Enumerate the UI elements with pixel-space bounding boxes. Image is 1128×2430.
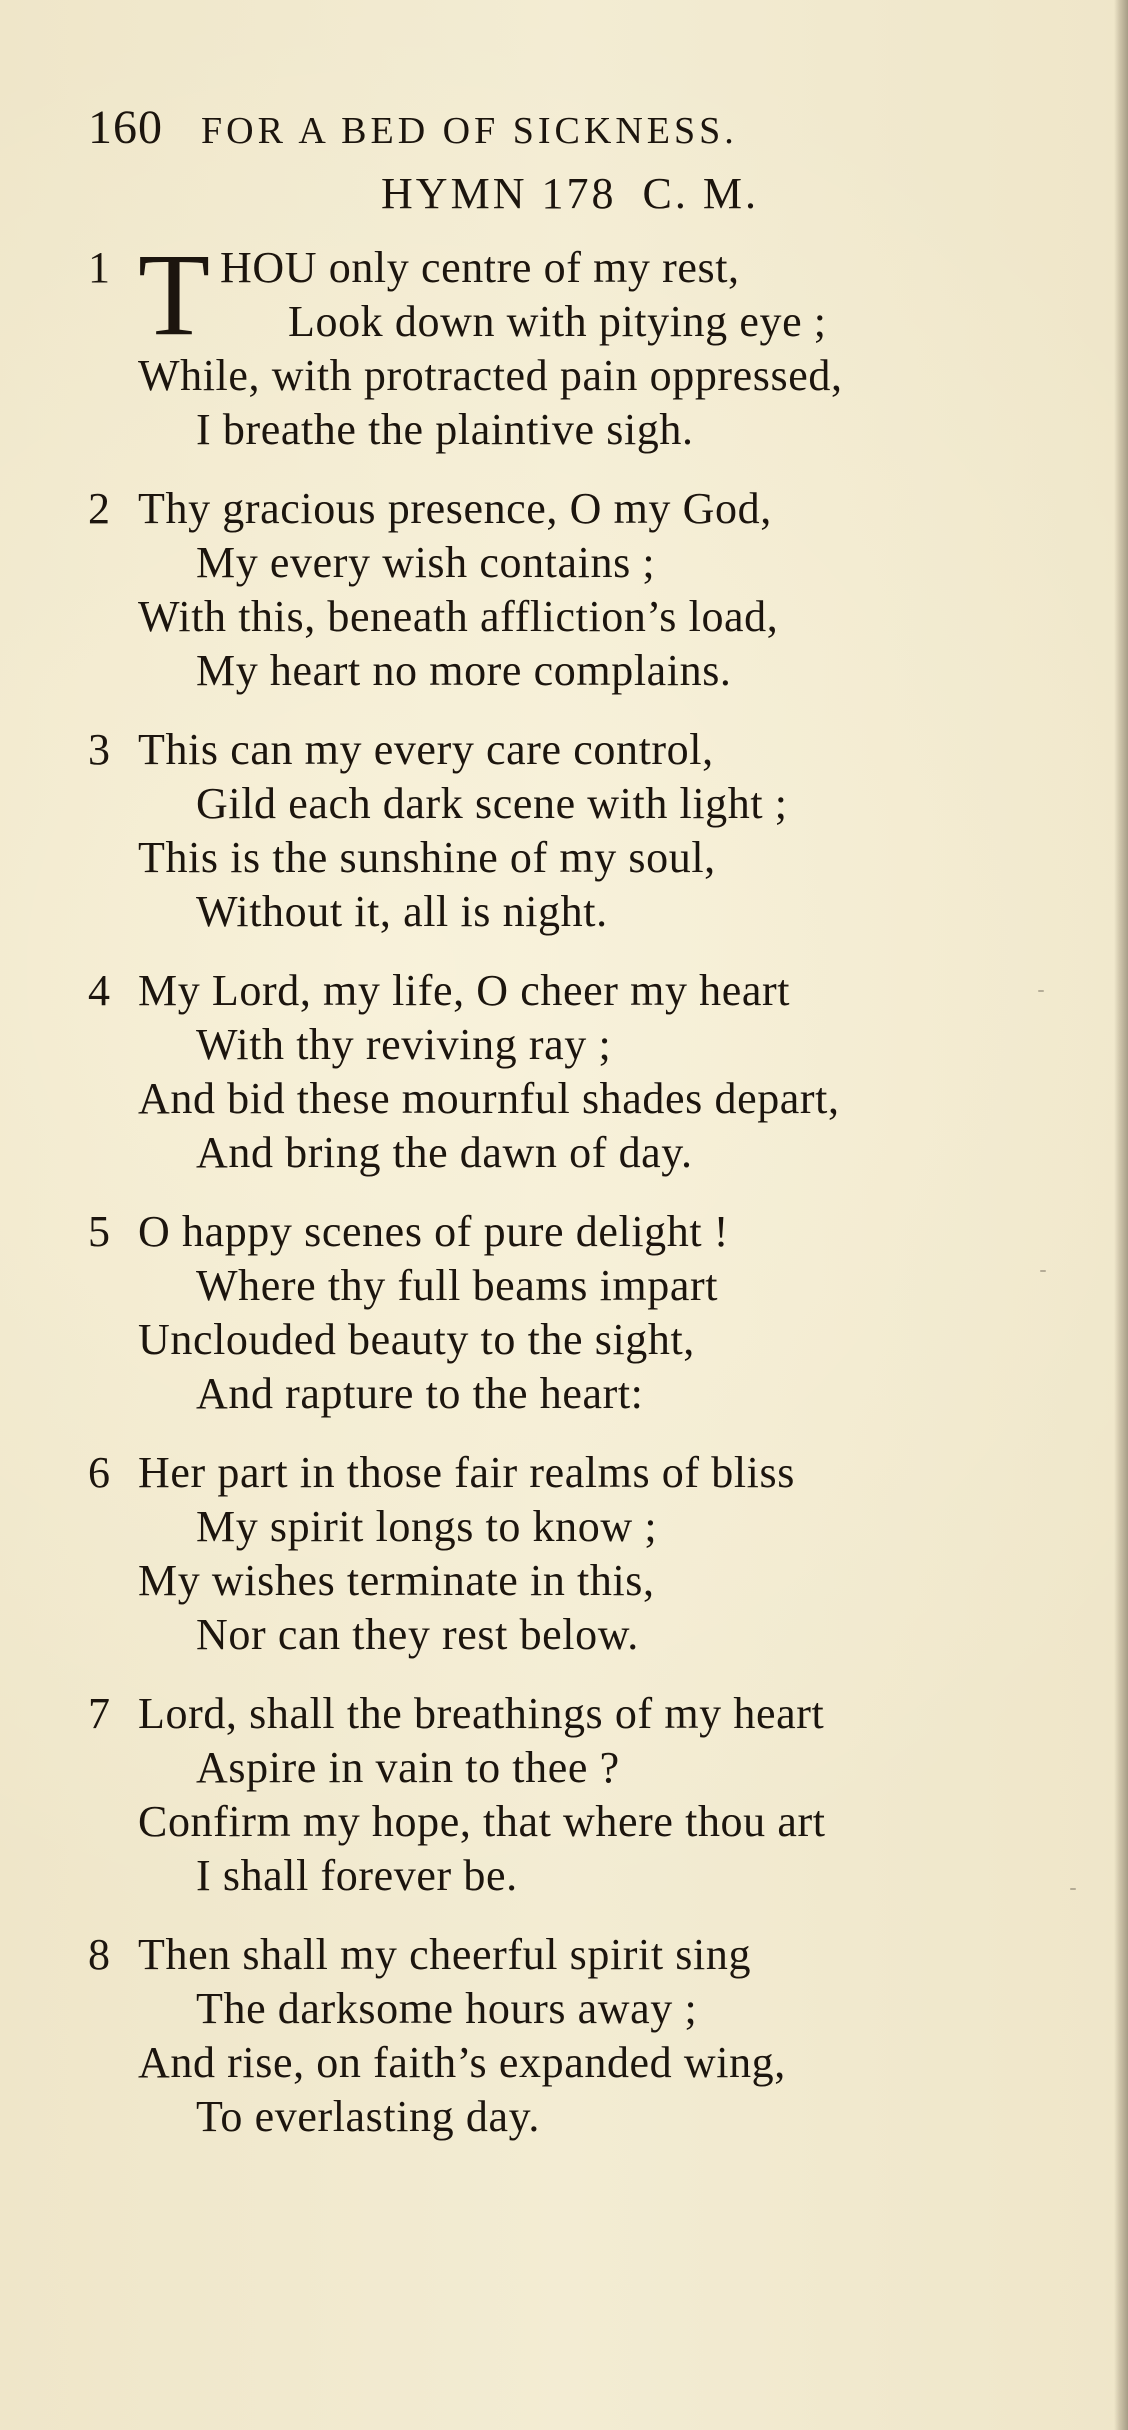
hymn-line: Without it, all is night. [196, 887, 608, 936]
stanza-7 [0, 1686, 1128, 1927]
hymn-line: This can my every care control, [138, 725, 714, 774]
hymn-line: I breathe the plaintive sigh. [196, 405, 694, 454]
stanza-6 [0, 1445, 1128, 1686]
hymn-line: My spirit longs to know ; [196, 1502, 658, 1551]
stanza-number: 1 [88, 243, 110, 292]
stanza-number: 5 [88, 1207, 110, 1256]
hymn-body [0, 229, 1128, 2168]
hymn-line: And bid these mournful shades depart, [138, 1074, 840, 1123]
hymn-line: Thy gracious presence, O my God, [138, 484, 772, 533]
hymn-line: I shall forever be. [196, 1851, 518, 1900]
stanza-number: 4 [88, 966, 110, 1015]
hymn-line: Where thy full beams impart [196, 1261, 719, 1310]
hymn-heading [0, 168, 1128, 219]
hymn-line: And rise, on faith’s expanded wing, [138, 2038, 786, 2087]
hymn-line: My Lord, my life, O cheer my heart [138, 966, 791, 1015]
hymn-line: Look down with pitying eye ; [288, 297, 827, 346]
stanza-1 [0, 229, 1128, 481]
paper-speck [1070, 1888, 1076, 1890]
stanza-8 [0, 1927, 1128, 2168]
hymn-line: Unclouded beauty to the sight, [138, 1315, 695, 1364]
stanza-number: 7 [88, 1689, 110, 1738]
stanza-2 [0, 481, 1128, 722]
hymn-line: Nor can they rest below. [196, 1610, 639, 1659]
hymn-line: Her part in those fair realms of bliss [138, 1448, 795, 1497]
hymn-line: Lord, shall the breathings of my heart [138, 1689, 825, 1738]
stanza-4 [0, 963, 1128, 1204]
hymn-line: While, with protracted pain oppressed, [138, 351, 843, 400]
hymn-line: Aspire in vain to thee ? [196, 1743, 620, 1792]
running-title: FOR A BED OF SICKNESS. [201, 110, 738, 152]
hymn-line: My every wish contains ; [196, 538, 656, 587]
paper-speck [1040, 1270, 1046, 1272]
hymn-line: To everlasting day. [196, 2092, 540, 2141]
running-head [88, 100, 988, 160]
drop-cap: T [138, 229, 211, 360]
hymn-line: And rapture to the heart: [196, 1369, 644, 1418]
stanza-number: 6 [88, 1448, 110, 1497]
stanza-3 [0, 722, 1128, 963]
hymn-line: With thy reviving ray ; [196, 1020, 612, 1069]
stanza-number: 2 [88, 484, 110, 533]
hymn-line: Confirm my hope, that where thou art [138, 1797, 826, 1846]
stanza-5 [0, 1204, 1128, 1445]
stanza-number: 8 [88, 1930, 110, 1979]
hymn-line: My wishes terminate in this, [138, 1556, 655, 1605]
hymn-line: My heart no more complains. [196, 646, 732, 695]
stanza-number: 3 [88, 725, 110, 774]
hymn-line: Then shall my cheerful spirit sing [138, 1930, 752, 1979]
hymn-line: With this, beneath affliction’s load, [138, 592, 779, 641]
hymn-line: And bring the dawn of day. [196, 1128, 693, 1177]
paper-speck [1038, 990, 1044, 992]
hymn-line: O happy scenes of pure delight ! [138, 1207, 730, 1256]
hymn-line: The darksome hours away ; [196, 1984, 698, 2033]
page-number: 160 [88, 101, 163, 154]
hymn-meter: C. M. [642, 169, 759, 218]
hymn-title: HYMN 178 [381, 169, 617, 218]
hymn-line: HOU only centre of my rest, [220, 243, 740, 292]
hymn-line: Gild each dark scene with light ; [196, 779, 788, 828]
hymn-line: This is the sunshine of my soul, [138, 833, 716, 882]
